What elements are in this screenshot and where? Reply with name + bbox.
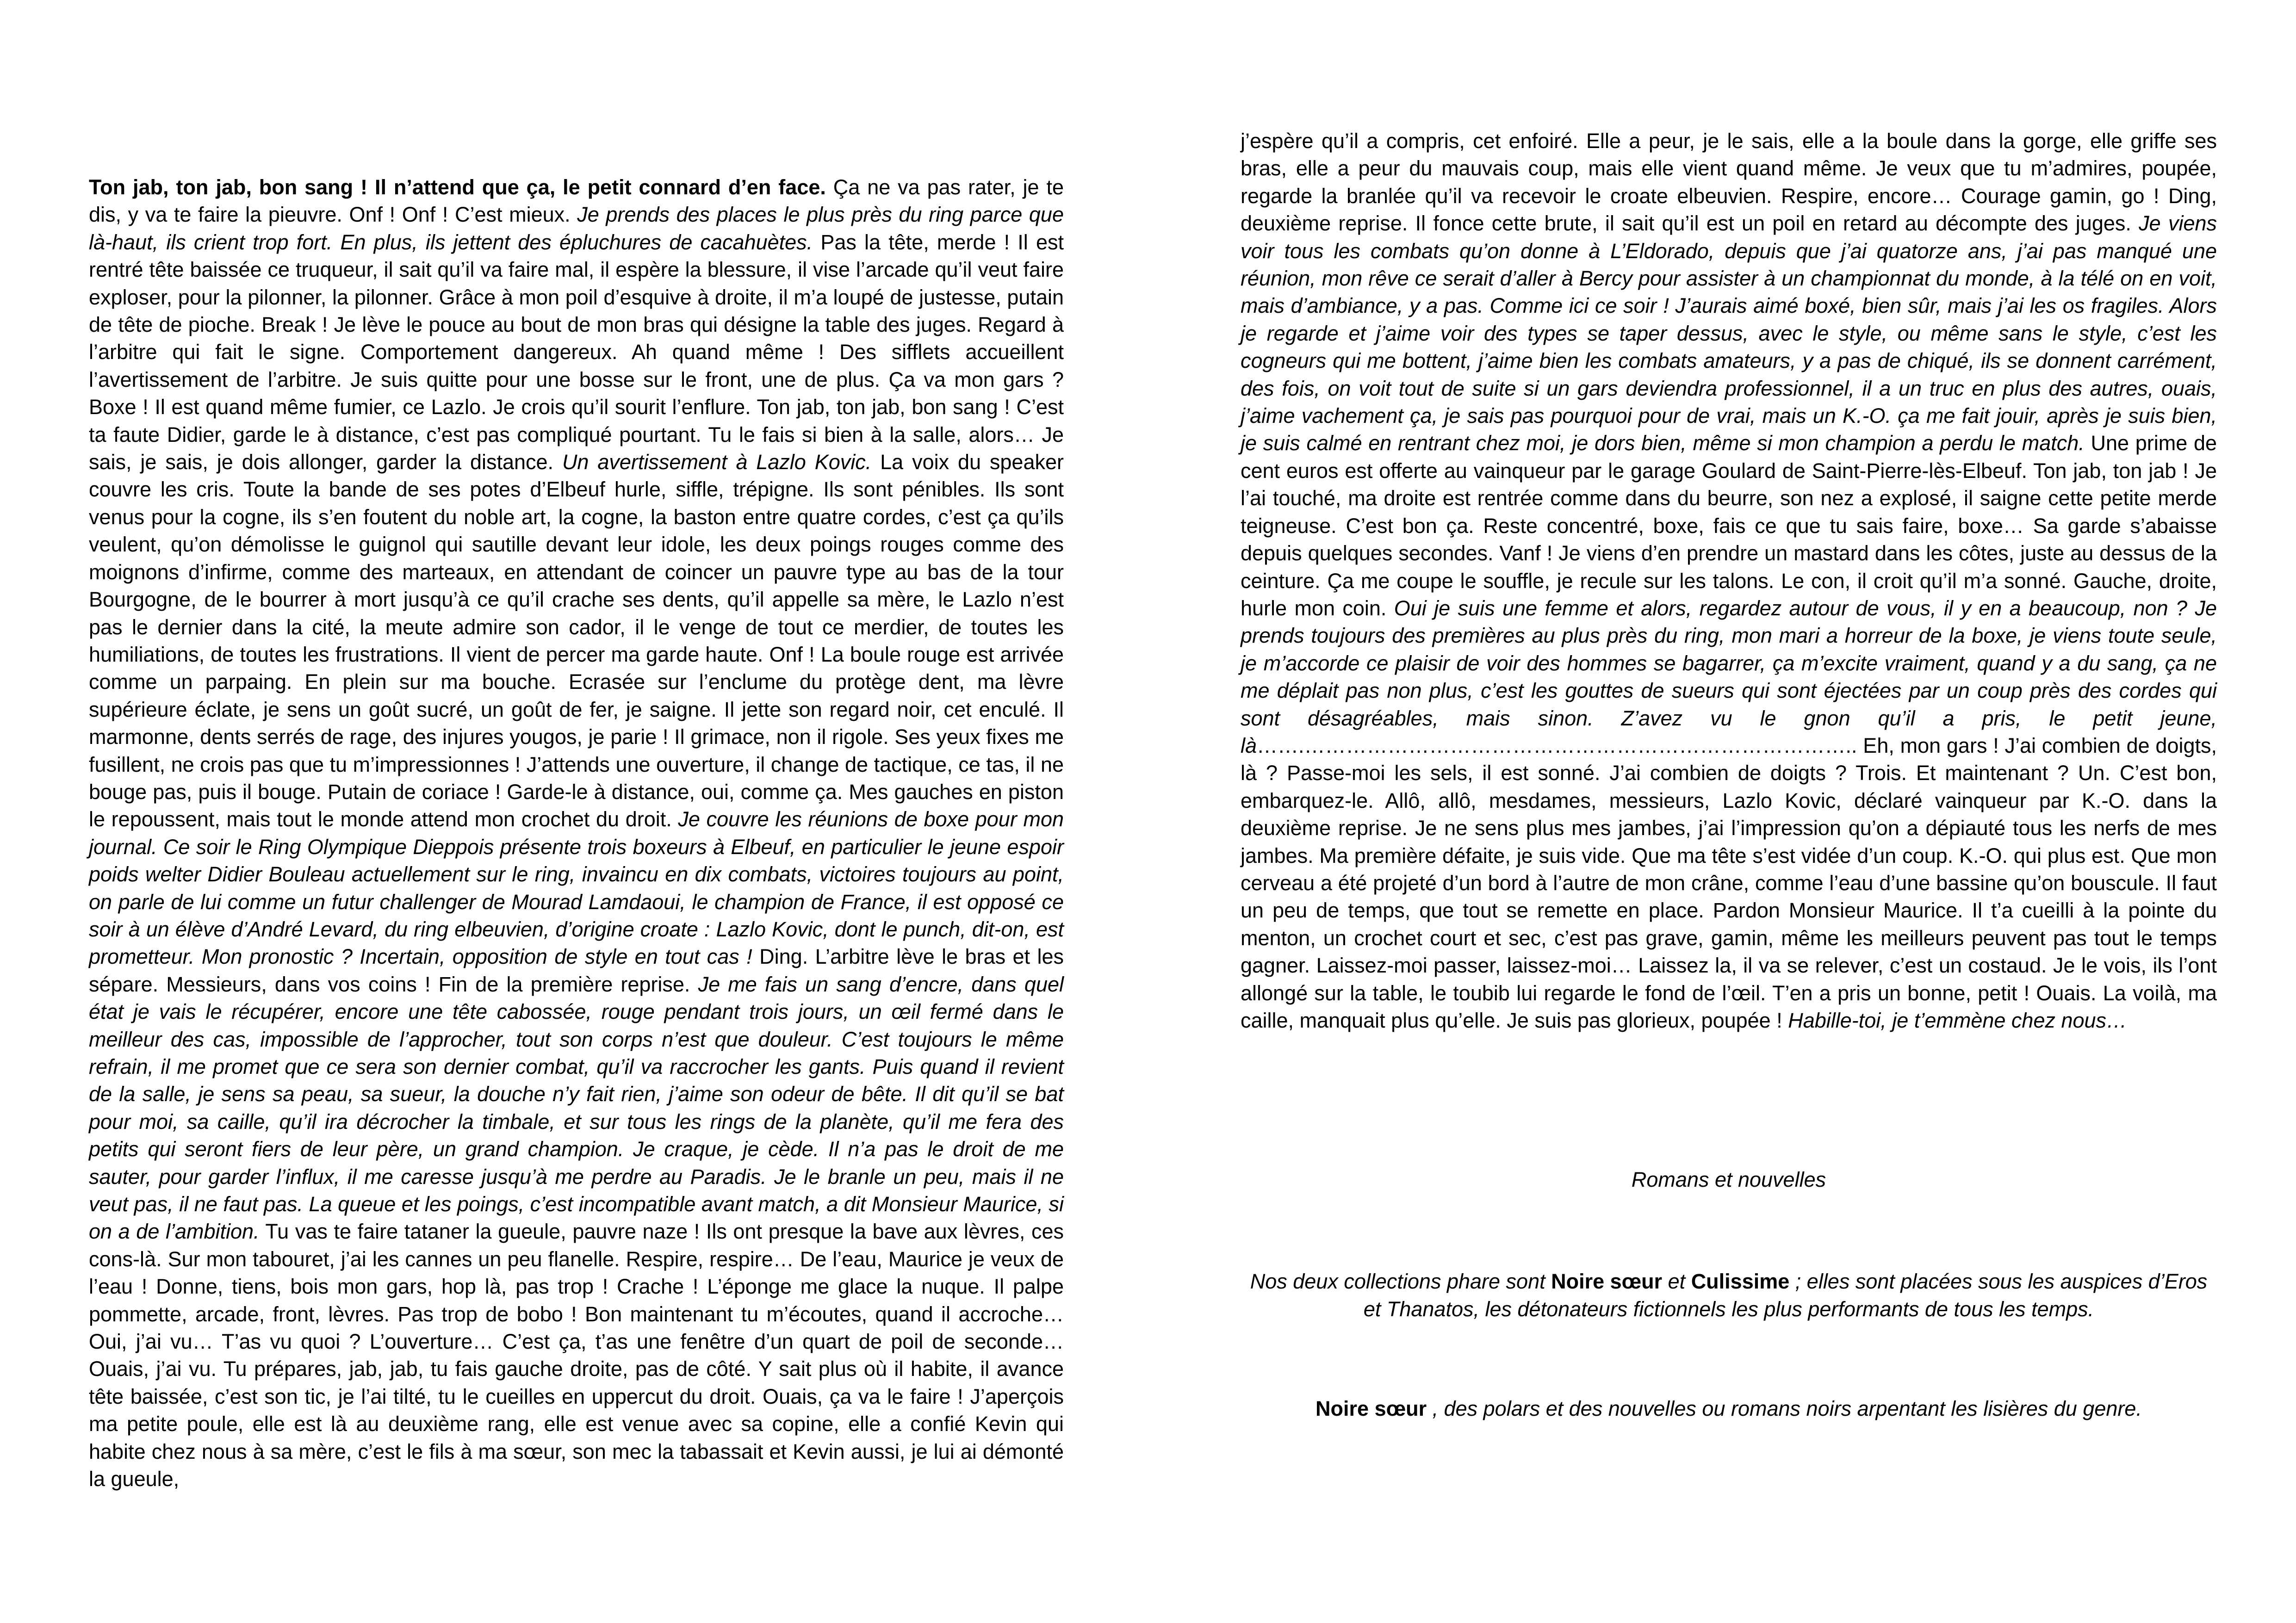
intro-text: Nos deux collections phare sont — [1250, 1270, 1551, 1293]
text-segment: j’espère qu’il a compris, cet enfoiré. Elle a peur, je le sais, elle a la boule dans la gorge, elle griffe ses bras, elle a peur du mauvais coup, mais elle vient quand même. Je veux que tu m’admires, poupée, regarde la branlée qu’il va recevoir le croate elbeuvien. Respire, encore… Courage gamin, go ! Ding, deuxième reprise. Il fonce cette brute, il sait qu’il est un poil en retard au décompte des juges. — [1241, 129, 2217, 235]
section-heading: Romans et nouvelles — [1631, 1168, 1826, 1191]
intro-text: et — [1662, 1270, 1691, 1293]
collection-desc: , des polars et des nouvelles ou romans noirs arpentant les lisières du genre. — [1427, 1397, 2142, 1420]
story-text-left — [89, 173, 1064, 1493]
opening-sentence: Ton jab, ton jab, bon sang ! Il n’attend que ça, le petit connard d’en face. — [89, 175, 826, 199]
text-segment: Une prime de cent euros est offerte au vainqueur par le garage Goulard de Saint-Pierre-lès-Elbeuf. Ton jab, ton jab ! Je l’ai touché, ma droite est rentrée comme dans du beurre, son nez a explosé, il saigne cette petite merde teigneuse. C’est bon ça. Reste concentré, boxe, fais ce que tu sais faire, boxe… Sa garde s’abaisse depuis quelques secondes. Vanf ! Je viens d’en prendre un mastard dans les côtes, juste au dessus de la ceinture. Ça me coupe le souffle, je recule sur les talons. Le con, il croit qu’il m’a sonné. Gauche, droite, hurle mon coin. — [1241, 431, 2217, 620]
text-segment: Tu vas te faire tataner la gueule, pauvre naze ! Ils ont presque la bave aux lèvres, ces cons-là. Sur mon tabouret, j’ai les cannes un peu flanelle. Respire, respire… De l’eau, Maurice je veux de l’eau ! Donne, tiens, bois mon gars, hop là, pas trop ! Crache ! L’éponge me glace la nuque. Il palpe pommette, arcade, front, lèvres. Pas trop de bobo ! Bon maintenant tu m’écoutes, quand il accroche… Oui, j’ai vu… T’as vu quoi ? L’ouverture… C’est ça, t’as une fenêtre d’un quart de poil de seconde… Ouais, j’ai vu. Tu prépares, jab, jab, tu fais gauche droite, pas de côté. Y sait plus où il habite, il avance tête baissée, c’est son tic, je l’ai tilté, tu le cueilles en uppercut du droit. Ouais, ça va le faire ! J’aperçois ma petite poule, elle est là au deuxième rang, elle est venue avec sa copine, elle a confié Kevin qui habite chez nous à sa mère, c’est le fils à ma sœur, son mec la tabassait et Kevin aussi, je lui ai démonté la gueule, — [89, 1220, 1064, 1491]
partner-voice: Je me fais un sang d’encre, dans quel état je vais le récupérer, encore une tête cabossée, rouge pendant trois jours, un œil fermé dans le meilleur des cas, impossible de l’approcher, tout son corps n’est que douleur. C’est toujours le même refrain, il me promet que ce sera son dernier combat, qu’il va raccrocher les gants. Puis quand il revient de la salle, je sens sa peau, sa sueur, la douche n’y fait rien, j’aime son odeur de bête. Il dit qu’il se bat pour moi, sa caille, qu’il ira décrocher la timbale, et sur tous les rings de la planète, qu’il me fera des petits qui seront fiers de leur père, un grand champion. Je craque, je cède. Il n’a pas le droit de me sauter, pour garder l’influx, il me caresse jusqu’à me perdre au Paradis. Je le branle un peu, mais il ne veut pas, il ne faut pas. La queue et les poings, c’est incompatible avant match, a dit Monsieur Maurice, si on a de l’ambition. — [89, 972, 1064, 1244]
collections-intro — [1241, 1268, 2217, 1323]
story-text-right — [1241, 127, 2217, 1034]
right-page — [1148, 0, 2296, 1623]
closing-line: Habille-toi, je t’emmène chez nous… — [1788, 1009, 2128, 1032]
text-segment: La voix du speaker couvre les cris. Toute la bande de ses potes d’Elbeuf hurle, siffle, trépigne. Ils sont pénibles. Ils sont venus pour la cogne, ils s’en foutent du noble art, la cogne, la baston entre quatre cordes, c’est ça qu’ils veulent, qu’on démolisse le guignol qui sautille devant leur idole, les deux poings rouges comme des moignons d’infirme, comme des marteaux, en attendant de coincer un pauvre type au bas de la tour Bourgogne, de le bourrer à mort jusqu’à ce qu’il crache ses dents, qu’il appelle sa mère, le Lazlo n’est pas le dernier dans la cité, la meute admire son cador, il le venge de tout ce merdier, de toutes les humiliations, de toutes les frustrations. Il vient de percer ma garde haute. Onf ! La boule rouge est arrivée comme un parpaing. En plein sur ma bouche. Ecrasée sur l’enclume du protège dent, ma lèvre supérieure éclate, je sens un goût sucré, un goût de fer, je saigne. Il jette son regard noir, cet enculé. Il marmonne, dents serrés de rage, des injures yougos, je parie ! Il grimace, non il rigole. Ses yeux fixes me fusillent, ne crois pas que tu m’impressionnes ! J’attends une ouverture, il change de tactique, ce tas, il ne bouge pas, puis il bouge. Putain de coriace ! Garde-le à distance, oui, comme ça. Mes gauches en piston le repoussent, mais tout le monde attend mon crochet du droit. — [89, 450, 1064, 831]
text-segment: …….…………………………………………………………………….. Eh, mon gars ! J’ai combien de doigts, là ? Passe-moi les sels, il est sonné. J’ai combien de doigts ? Trois. Et maintenant ? Un. C’est bon, embarquez-le. Allô, allô, mesdames, messieurs, Lazlo Kovic, déclaré vainqueur par K.-O. dans la deuxième reprise. Je ne sens plus mes jambes, j’ai l’impression qu’on a dépiauté tous les nerfs de mes jambes. Ma première défaite, je suis vide. Que ma tête s’est vidée d’un coup. K.-O. qui plus est. Que mon cerveau a été projeté d’un bord à l’autre de mon crâne, comme l’eau d’une bassine qu’on bouscule. Il faut un peu de temps, que tout se remette en place. Pardon Monsieur Maurice. Il t’a cueilli à la pointe du menton, un crochet court et sec, c’est pas grave, gamin, même les meilleurs peuvent pas tout le temps gagner. Laissez-moi passer, laissez-moi… Laissez la, il va se relever, c’est un costaud. Je le vois, ils l’ont allongé sur la table, le toubib lui regarde le fond de l’œil. T’en a pris un bonne, petit ! Ouais. La voilà, ma caille, manquait plus qu’elle. Je suis pas glorieux, poupée ! — [1241, 733, 2217, 1032]
text-segment: Ding. L’arbitre lève le bras et les sépare. Messieurs, dans vos coins ! Fin de la première reprise. — [89, 945, 1064, 996]
intro-text: ; elles sont placées sous les auspices d’Eros et Thanatos, les détonateurs fictionnels les plus performants de tous les temps. — [1363, 1270, 2208, 1321]
text-segment: Pas la tête, merde ! Il est rentré tête baissée ce truqueur, il sait qu’il va faire mal, il espère la blessure, il vise l’arcade qu’il veut faire exploser, pour la pilonner, la pilonner. Grâce à mon poil d’esquive à droite, il m’a loupé de justesse, putain de tête de pioche. Break ! Je lève le pouce au bout de mon bras qui désigne la table des juges. Regard à l’arbitre qui fait le signe. Comportement dangereux. Ah quand même ! Des sifflets accueillent l’avertissement de l’arbitre. Je suis quitte pour une bosse sur le front, une de plus. Ça va mon gars ? Boxe ! Il est quand même fumier, ce Lazlo. Je crois qu’il sourit l’enflure. Ton jab, ton jab, bon sang ! C’est ta faute Didier, garde le à distance, c’est pas compliqué pourtant. Tu le fais si bien à la salle, alors… Je sais, je sais, je dois allonger, garder la distance. — [89, 230, 1064, 474]
collection-noire-description — [1241, 1395, 2217, 1423]
journalist-voice: Je couvre les réunions de boxe pour mon journal. Ce soir le Ring Olympique Dieppois présente trois boxeurs à Elbeuf, en particulier le jeune espoir poids welter Didier Bouleau actuellement sur le ring, invaincu en dix combats, victoires toujours au point, on parle de lui comme un futur challenger de Mourad Lamdaoui, le champion de France, il est opposé ce soir à un élève d’André Levard, du ring elbeuvien, d’origine croate : Lazlo Kovic, dont le punch, dit-on, est prometteur. Mon pronostic ? Incertain, opposition de style en tout cas ! — [89, 807, 1064, 969]
collection-name-noire: Noire sœur — [1551, 1270, 1663, 1293]
woman-spectator-voice: Oui je suis une femme et alors, regardez autour de vous, il y en a beaucoup, non ? Je prends toujours des premières au plus près du ring, mon mari a horreur de la boxe, je viens toute seule, je m’accorde ce plaisir de voir des hommes se bagarrer, ça m’excite vraiment, quand y a du sang, ça ne me déplait pas non plus, c’est les gouttes de sueurs qui sont éjectées par un coup près des cordes qui sont désagréables, mais sinon. Z’avez vu le gnon qu’il a pris, le petit jeune, là — [1241, 596, 2217, 757]
spectator-voice: Je prends des places le plus près du ring parce que là-haut, ils crient trop fort. En plus, ils jettent des épluchures de cacahuètes. — [89, 203, 1064, 254]
collection-name: Noire sœur — [1316, 1397, 1427, 1420]
collection-name-culissime: Culissime — [1691, 1270, 1790, 1293]
speaker-voice: Un avertissement à Lazlo Kovic. — [562, 450, 872, 474]
fan-voice: Je viens voir tous les combats qu’on donne à L’Eldorado, depuis que j’ai quatorze ans, j’ai pas manqué une réunion, mon rêve ce serait d’aller à Bercy pour assister à un championnat du monde, à la télé on en voit, mais d’ambiance, y a pas. Comme ici ce soir ! J’aurais aimé boxé, bien sûr, mais j’ai les os fragiles. Alors je regarde et j’aime voir des types se taper dessus, avec le style, ou même sans le style, c’est les cogneurs qui me bottent, j’aime bien les combats amateurs, y a pas de chiqué, ils se donnent carrément, des fois, on voit tout de suite si un gars deviendra professionnel, il a un truc en plus des autres, ouais, j’aime vachement ça, je sais pas pourquoi pour de vrai, mais un K.-O. ça me fait jouir, après je suis bien, je suis calmé en rentrant chez moi, je dors bien, même si mon champion a perdu le match. — [1241, 211, 2217, 455]
text-segment: Ça ne va pas rater, je te dis, y va te faire la pieuvre. Onf ! Onf ! C’est mieux. — [89, 175, 1064, 227]
